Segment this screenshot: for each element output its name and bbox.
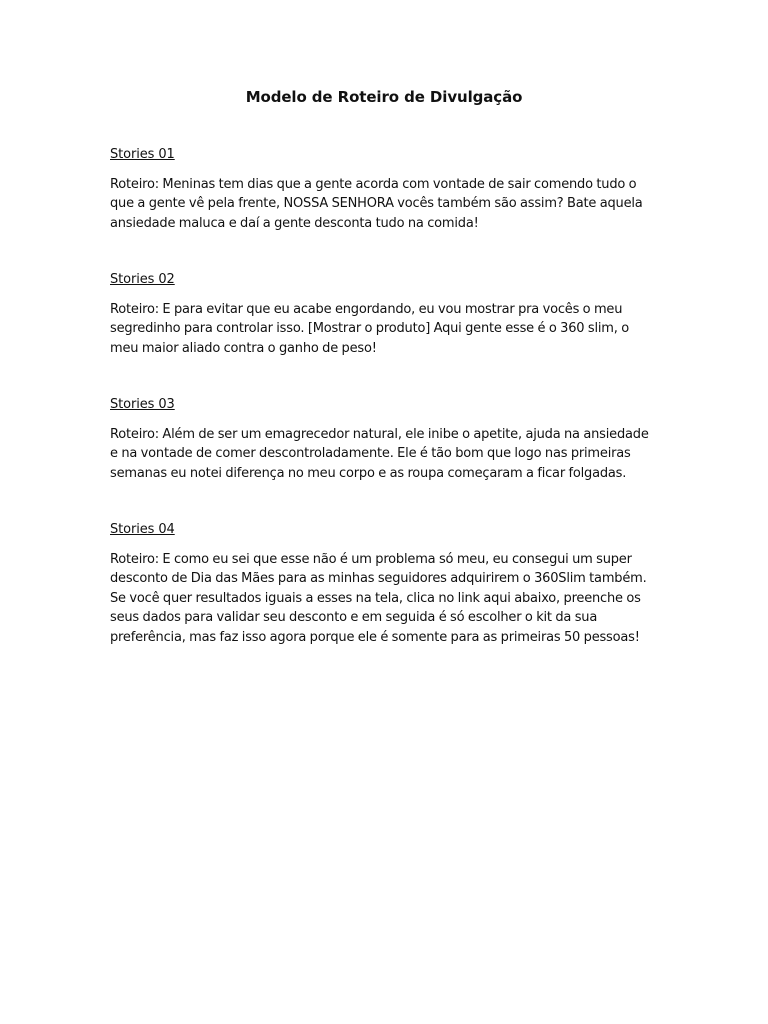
story-heading-01: Stories 01 <box>110 147 175 162</box>
story-script-03: Roteiro: Além de ser um emagrecedor natural, ele inibe o apetite, ajuda na ansiedade e na vontade de comer descontroladamente. Ele é tão bom que logo nas primeiras semanas eu notei diferença no meu corpo e as roupa começaram a ficar folgadas. <box>110 427 649 481</box>
document-title: Modelo de Roteiro de Divulgação <box>245 88 523 106</box>
story-heading-04: Stories 04 <box>110 522 175 537</box>
story-script-04: Roteiro: E como eu sei que esse não é um problema só meu, eu consegui um super desconto de Dia das Mães para as minhas seguidores adquirirem o 360Slim também. Se você quer resultados iguais a esses na tela, clica no link aqui abaixo, preenche os seus dados para validar seu desconto e em seguida é só escolher o kit da sua preferência, mas faz isso agora porque ele é somente para as primeiras 50 pessoas! <box>110 552 647 645</box>
story-script-02: Roteiro: E para evitar que eu acabe engordando, eu vou mostrar pra vocês o meu segredinho para controlar isso. [Mostrar o produto] Aqui gente esse é o 360 slim, o meu maior aliado contra o ganho de peso! <box>110 302 629 356</box>
story-heading-02: Stories 02 <box>110 272 175 287</box>
story-script-01: Roteiro: Meninas tem dias que a gente acorda com vontade de sair comendo tudo o que a gente vê pela frente, NOSSA SENHORA vocês também são assim? Bate aquela ansiedade maluca e daí a gente desconta tudo na comida! <box>110 177 643 231</box>
story-heading-03: Stories 03 <box>110 397 175 412</box>
